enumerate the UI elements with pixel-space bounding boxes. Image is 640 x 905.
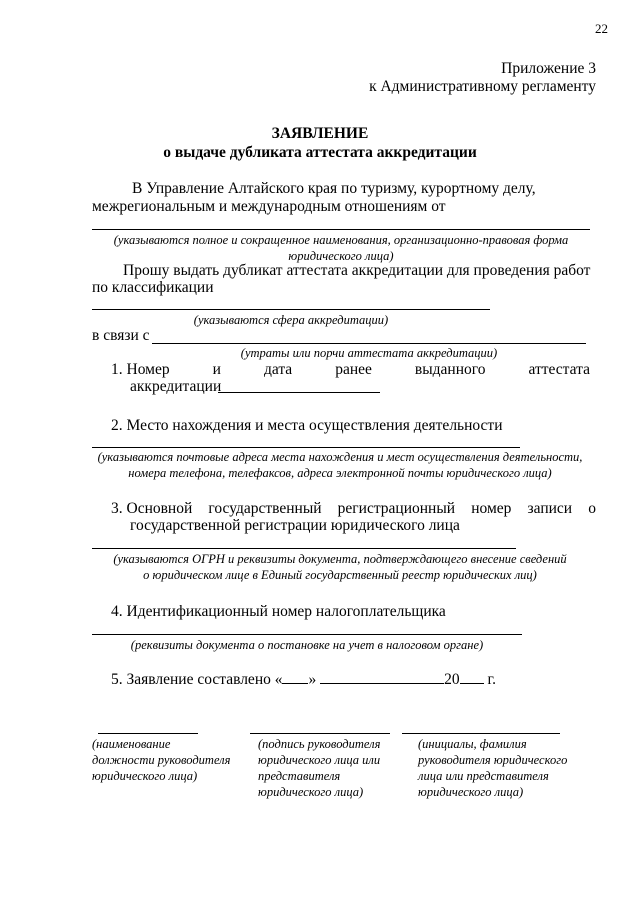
sphere-field[interactable]: [92, 309, 490, 310]
signature-caption-sign: (подпись руководителя юридического лица или представителя юридического лица): [258, 737, 381, 799]
item5-year: 20: [444, 671, 460, 688]
signature-caption-name: (инициалы, фамилия руководителя юридического лица или представителя юридического лица): [418, 737, 568, 799]
item5-line: [111, 670, 496, 689]
item3-num-word: 3. Основной: [111, 500, 193, 517]
document-subtitle: о выдаче дубликата аттестата аккредитации: [163, 144, 477, 161]
addressee-line2: межрегиональным и международным отношениям от: [92, 198, 446, 215]
org-name-field[interactable]: [92, 229, 590, 230]
item5-mid: »: [308, 671, 317, 688]
item3-line1: 3. Основной государственный регистрационный номер записи о: [111, 500, 596, 517]
item1-num-word: 1. Номер: [111, 361, 170, 378]
request-line1: Прошу выдать дубликат аттестата аккредитации для проведения работ: [123, 262, 591, 279]
document-title: ЗАЯВЛЕНИЕ: [271, 125, 369, 142]
appendix-block: [369, 60, 596, 96]
hint-address-line1: (указываются почтовые адреса места нахождения и мест осуществления деятельности,: [97, 450, 583, 464]
hint-address-line2: номера телефона, телефаксов, адреса электронной почты юридического лица): [128, 466, 552, 480]
certificate-number-field[interactable]: [218, 392, 380, 393]
signature-caption-position: (наименование должности руководителя юридического лица): [92, 737, 231, 783]
hint-org-line2: юридического лица): [288, 249, 394, 263]
hint-inn: (реквизиты документа о постановке на учет в налоговом органе): [130, 638, 484, 652]
page-number: 22: [595, 21, 608, 36]
hint-org-line1: (указываются полное и сокращенное наименования, организационно-правовая форма: [113, 233, 569, 247]
item4-text: 4. Идентификационный номер налогоплательщика: [111, 603, 446, 620]
month-field[interactable]: [320, 670, 444, 684]
due-to-label: в связи с: [92, 327, 150, 344]
year-field[interactable]: [460, 670, 484, 684]
hint-ogrn: [60, 551, 620, 583]
day-field[interactable]: [282, 670, 308, 684]
addressee-line1: В Управление Алтайского края по туризму, курортному делу,: [132, 180, 536, 197]
address-field[interactable]: [92, 447, 520, 448]
item2-text: 2. Место нахождения и места осуществления деятельности: [111, 417, 503, 434]
signature-line-sign[interactable]: [250, 733, 390, 734]
inn-field[interactable]: [92, 634, 522, 635]
hint-due: (утраты или порчи аттестата аккредитации): [240, 346, 498, 360]
item5-suffix: г.: [487, 671, 496, 688]
hint-address: [60, 449, 620, 481]
ogrn-field[interactable]: [92, 548, 516, 549]
item3-line2: государственной регистрации юридического лица: [130, 517, 460, 534]
hint-ogrn-line2: о юридическом лице в Единый государственный реестр юридических лиц): [143, 568, 537, 582]
hint-ogrn-line1: (указываются ОГРН и реквизиты документа, подтверждающего внесение сведений: [113, 552, 567, 566]
item1-line1: 1. Номер и дата ранее выданного аттестата: [111, 361, 590, 378]
signature-line-name[interactable]: [402, 733, 560, 734]
appendix-line1: Приложение 3: [501, 60, 596, 77]
item5-prefix: 5. Заявление составлено «: [111, 671, 283, 688]
hint-sphere: (указываются сфера аккредитации): [193, 313, 389, 327]
signature-line-position[interactable]: [98, 733, 198, 734]
hint-org: [92, 232, 590, 264]
appendix-line2: к Административному регламенту: [369, 78, 596, 95]
request-line2: по классификации: [92, 279, 214, 296]
due-to-field[interactable]: [152, 343, 586, 344]
item1-line2: аккредитации: [130, 378, 222, 395]
